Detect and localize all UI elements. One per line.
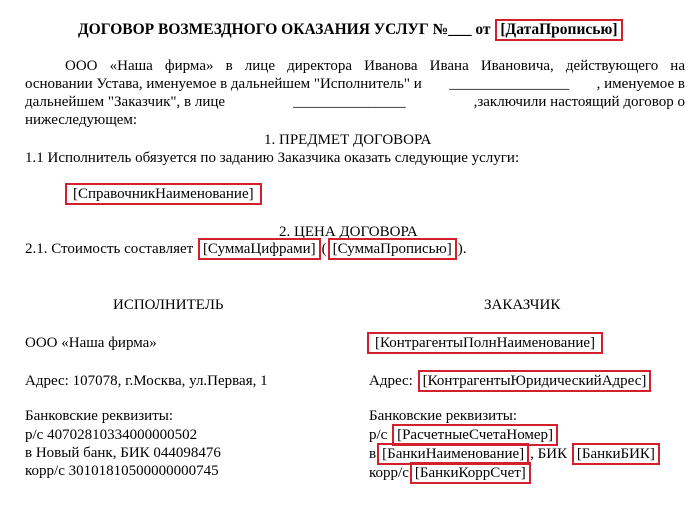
executor-address: Адрес: 107078, г.Москва, ул.Первая, 1 [25,373,268,389]
close-paren: ). [457,241,467,257]
section2-heading: 2. ЦЕНА ДОГОВОРА [279,224,418,240]
customer-address [369,370,652,392]
sum-digits-field[interactable]: [СуммаЦифрами] [198,238,321,260]
customer-name-wrap [366,332,604,354]
date-field[interactable]: [ДатаПрописью] [495,19,622,41]
customer-rep-blank[interactable]: _______________ [293,94,406,110]
executor-heading: ИСПОЛНИТЕЛЬ [113,297,224,313]
corr-label: корр/с [369,465,409,481]
executor-corr: корр/с 30101810500000000745 [25,463,219,479]
intro-line-4: нижеследующем: [25,112,138,128]
section1-heading: 1. ПРЕДМЕТ ДОГОВОРА [264,132,432,148]
intro-text: ,заключили настоящий договор о [473,94,685,110]
intro-line-1: ООО «Наша фирма» в лице директора Иванова Ивана Ивановича, действующего на [65,58,685,74]
intro-text: дальнейшем "Заказчик", в лице [25,94,226,110]
open-paren: ( [321,241,327,257]
account-label: р/с [369,427,388,443]
customer-heading: ЗАКАЗЧИК [484,297,561,313]
executor-account: р/с 40702810334000000502 [25,427,198,443]
intro-line-2 [25,75,685,93]
bank-name-field[interactable]: [БанкиНаименование] [377,443,529,465]
customer-name-field[interactable]: [КонтрагентыПолнНаименование] [367,332,603,354]
bank-label: в [369,446,377,462]
executor-name: ООО «Наша фирма» [25,335,157,351]
title-text: ДОГОВОР ВОЗМЕЗДНОГО ОКАЗАНИЯ УСЛУГ №___ от [78,21,491,38]
customer-corr [369,462,532,484]
section2-clause [25,238,466,260]
executor-bank-heading: Банковские реквизиты: [25,408,174,424]
section2-text: 2.1. Стоимость составляет [25,241,194,257]
contract-title [78,19,624,41]
intro-line-3 [25,93,685,111]
address-label: Адрес: [369,373,413,389]
customer-bank-heading: Банковские реквизиты: [369,408,518,424]
bik-label: , БИК [530,446,568,462]
executor-party-blank[interactable]: ________________ [449,76,570,92]
intro-text: основании Устава, именуемое в дальнейшем "Исполнитель" и [25,76,422,92]
sum-words-field[interactable]: [СуммаПрописью] [328,238,457,260]
bik-field[interactable]: [БанкиБИК] [572,443,660,465]
corr-account-field[interactable]: [БанкиКоррСчет] [410,462,531,484]
executor-bank: в Новый банк, БИК 044098476 [25,445,221,461]
service-field[interactable]: [СправочникНаименование] [65,183,262,205]
service-field-wrap [64,183,263,205]
section1-clause: 1.1 Исполнитель обязуется по заданию Заказчика оказать следующие услуги: [25,150,520,166]
customer-address-field[interactable]: [КонтрагентыЮридическийАдрес] [418,370,652,392]
account-number-field[interactable]: [РасчетныеСчетаНомер] [392,424,558,446]
intro-text: , именуемое в [596,76,685,92]
